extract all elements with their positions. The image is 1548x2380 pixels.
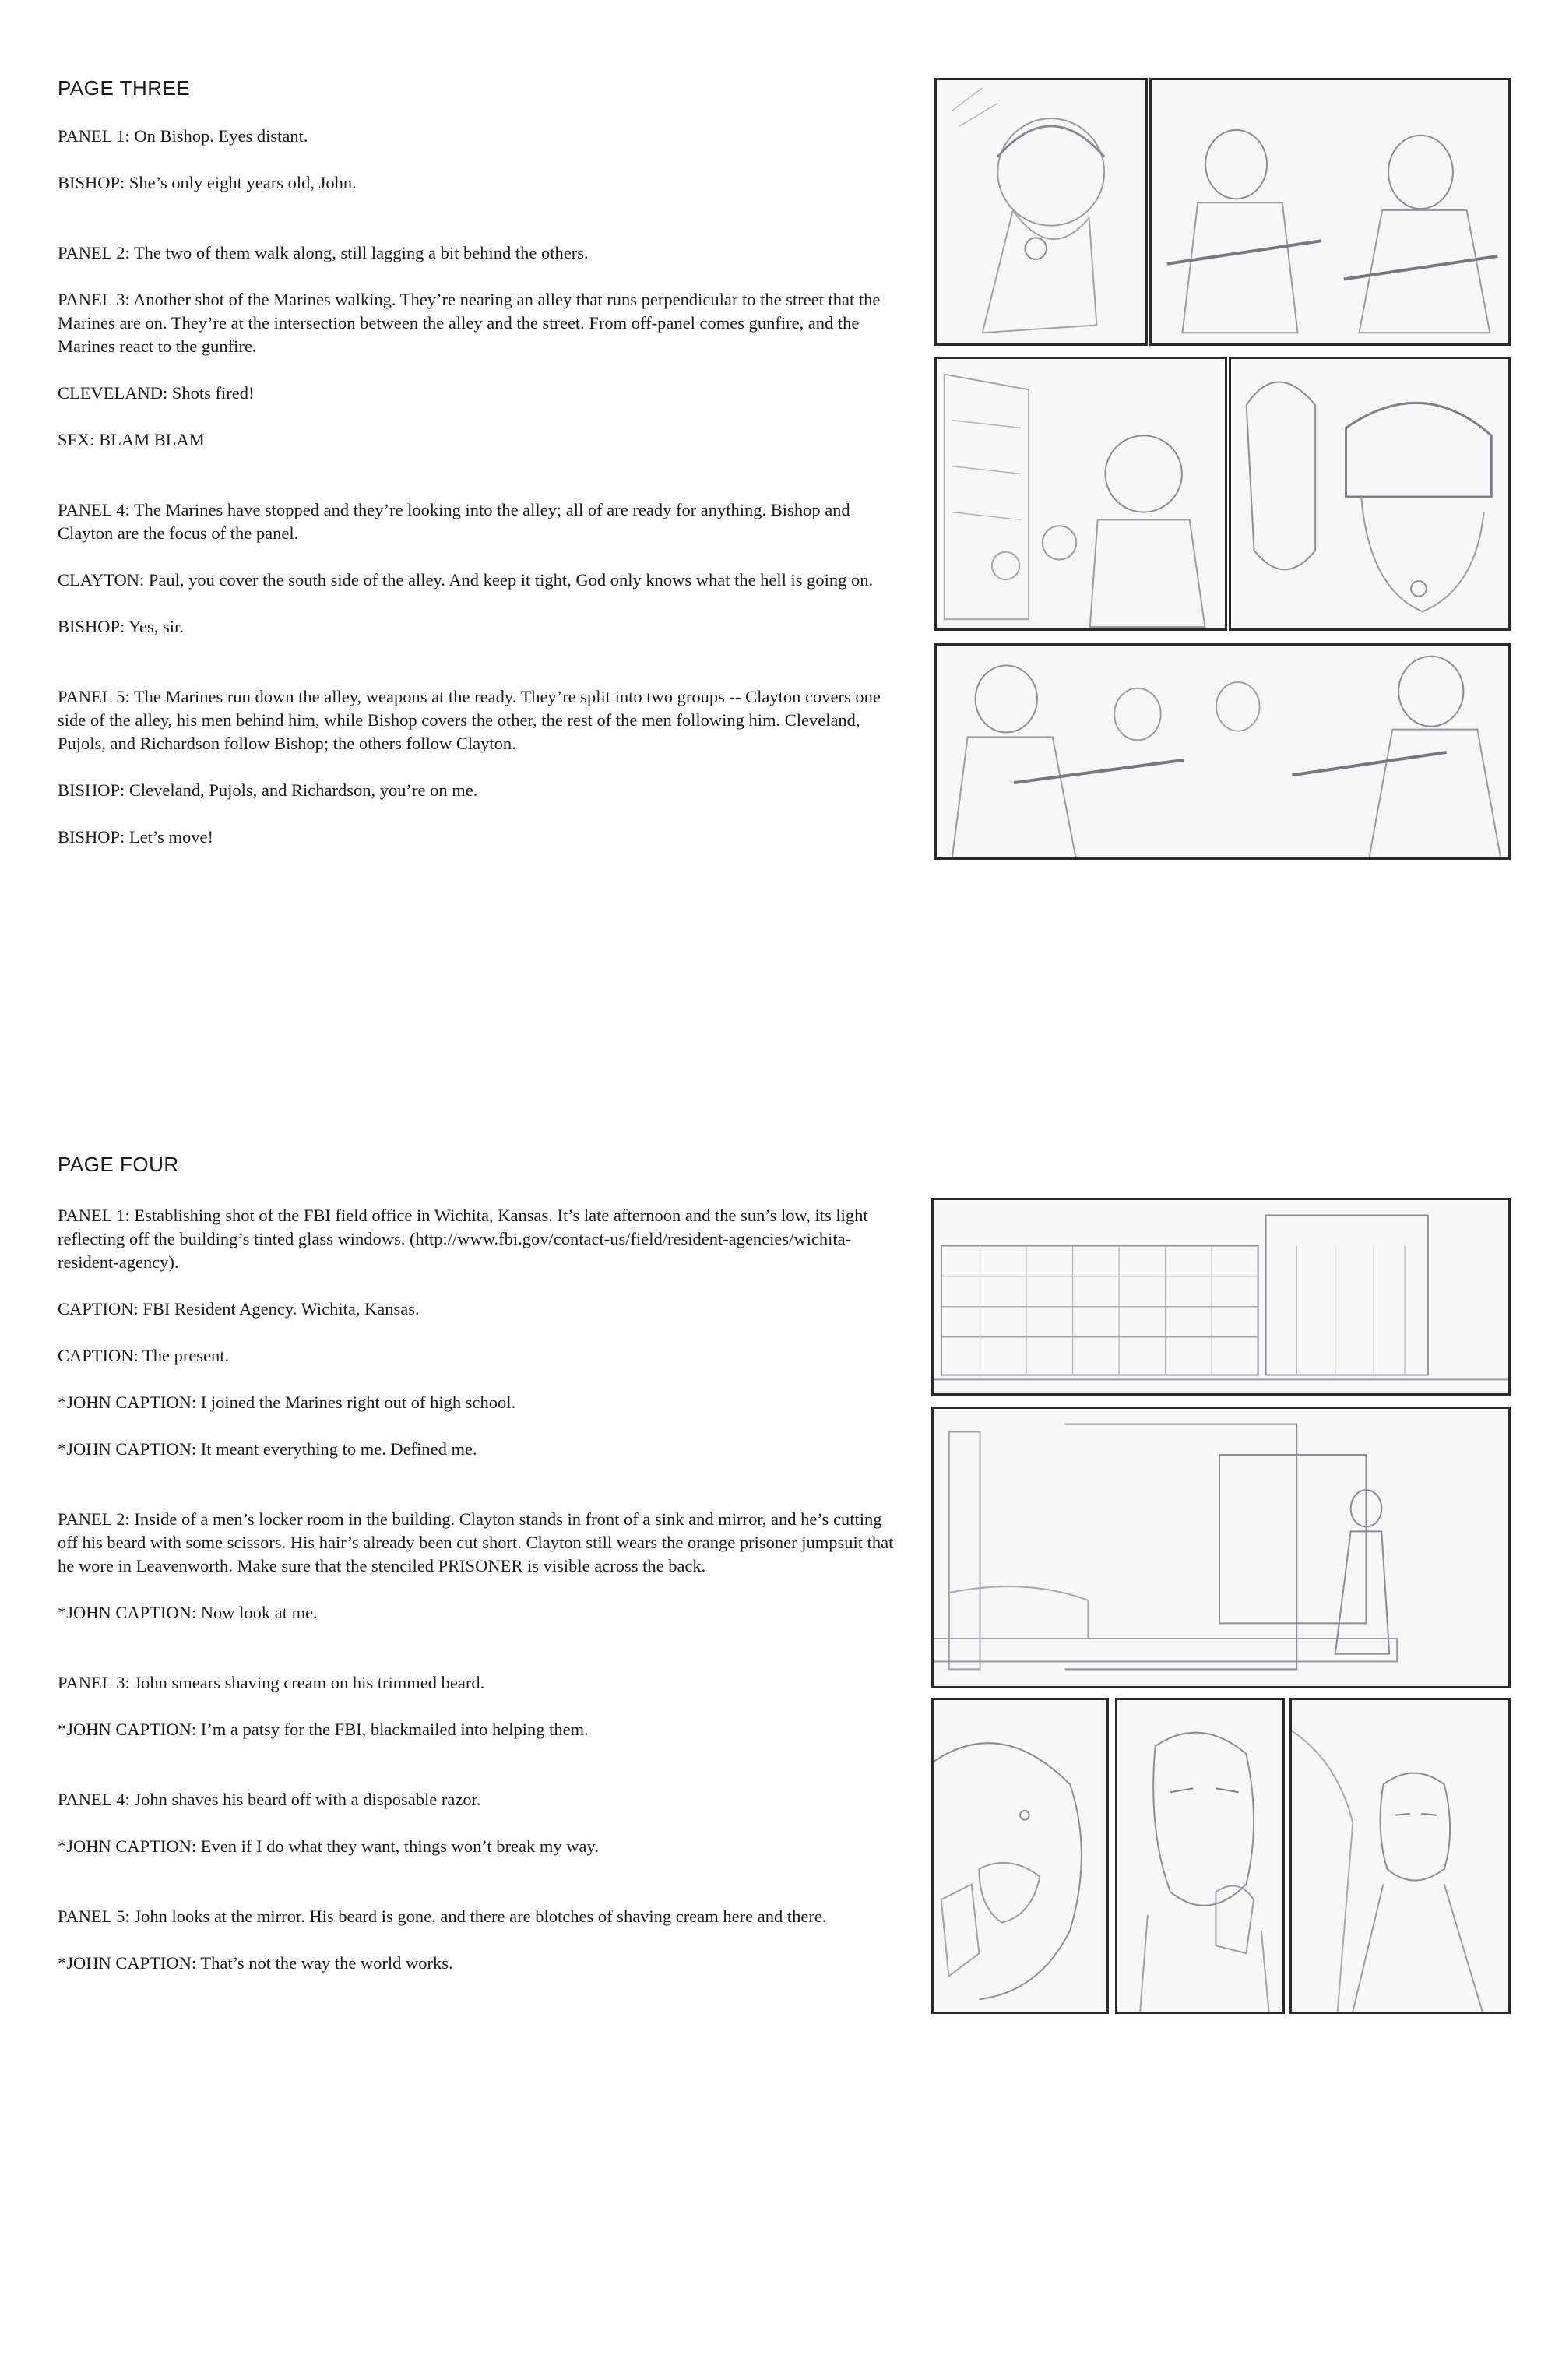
thumbnail-page3-panel3 (934, 357, 1227, 631)
script-line: *JOHN CAPTION: It meant everything to me. Defined me. (58, 1439, 477, 1459)
script-line: BISHOP: Yes, sir. (58, 617, 184, 636)
thumbnail-page4-panel2 (931, 1407, 1511, 1688)
script-line: PANEL 1: Establishing shot of the FBI field office in Wichita, Kansas. It’s late afternoon and the sun’s low, its light reflecting off the building’s tinted glass windows. (http://www.fbi.gov/contact-us/field/resident-agencies/wichita-resident-agency). (58, 1206, 868, 1272)
script-line: BISHOP: Cleveland, Pujols, and Richardson, you’re on me. (58, 780, 478, 800)
script-line: BISHOP: Let’s move! (58, 827, 213, 847)
page-three-section (0, 0, 1548, 1153)
script-line: PANEL 3: John smears shaving cream on his trimmed beard. (58, 1673, 485, 1692)
script-line: PANEL 2: The two of them walk along, still lagging a bit behind the others. (58, 243, 589, 262)
script-line: *JOHN CAPTION: Now look at me. (58, 1603, 318, 1622)
thumbnail-page4-panel5 (1289, 1698, 1511, 2014)
thumbnail-page3-panel1 (934, 78, 1148, 346)
page-three-heading: PAGE THREE (58, 76, 191, 100)
script-line: CLAYTON: Paul, you cover the south side of the alley. And keep it tight, God only knows what the hell is going on. (58, 570, 874, 590)
thumbnail-page3-panel2 (1149, 78, 1511, 346)
script-line: *JOHN CAPTION: That’s not the way the world works. (58, 1953, 453, 1973)
thumbnail-page4-panel3 (931, 1698, 1109, 2014)
script-line: *JOHN CAPTION: Even if I do what they want, things won’t break my way. (58, 1836, 599, 1856)
page-four-script (58, 1204, 899, 1998)
thumbnail-page3-panel5 (934, 643, 1511, 860)
script-line: PANEL 3: Another shot of the Marines walking. They’re nearing an alley that runs perpendicular to the street that the Marines are on. They’re at the intersection between the alley and the street. From off-panel comes gunfire, and the Marines react to the gunfire. (58, 290, 881, 356)
script-line: PANEL 2: Inside of a men’s locker room in the building. Clayton stands in front of a sink and mirror, and he’s cutting off his beard with some scissors. His hair’s already been cut short. Clayton still wears the orange prisoner jumpsuit that he wore in Leavenworth. Make sure that the stenciled PRISONER is visible across the back. (58, 1509, 894, 1576)
thumbnail-page4-panel1 (931, 1198, 1511, 1396)
script-line: CLEVELAND: Shots fired! (58, 383, 255, 403)
script-line: PANEL 5: John looks at the mirror. His beard is gone, and there are blotches of shaving cream here and there. (58, 1906, 827, 1926)
page-four-heading: PAGE FOUR (58, 1153, 179, 1176)
script-line: *JOHN CAPTION: I’m a patsy for the FBI, blackmailed into helping them. (58, 1720, 589, 1739)
script-line: BISHOP: She’s only eight years old, John. (58, 173, 357, 192)
script-line: CAPTION: FBI Resident Agency. Wichita, Kansas. (58, 1299, 420, 1319)
page-four-section (0, 1153, 1548, 2380)
script-line: SFX: BLAM BLAM (58, 430, 205, 449)
script-line: PANEL 1: On Bishop. Eyes distant. (58, 126, 308, 146)
page-three-script (58, 125, 899, 872)
thumbnail-page3-panel4 (1229, 357, 1511, 631)
script-line: *JOHN CAPTION: I joined the Marines right out of high school. (58, 1392, 516, 1412)
thumbnail-page4-panel4 (1115, 1698, 1285, 2014)
script-line: CAPTION: The present. (58, 1346, 230, 1365)
script-line: PANEL 4: The Marines have stopped and they’re looking into the alley; all of are ready for anything. Bishop and Clayton are the focus of the panel. (58, 500, 850, 543)
script-line: PANEL 4: John shaves his beard off with a disposable razor. (58, 1790, 481, 1809)
script-line: PANEL 5: The Marines run down the alley, weapons at the ready. They’re split into two groups -- Clayton covers one side of the alley, his men behind him, while Bishop covers the other, the rest of the men following him. Cleveland, Pujols, and Richardson follow Bishop; the others follow Clayton. (58, 687, 881, 753)
